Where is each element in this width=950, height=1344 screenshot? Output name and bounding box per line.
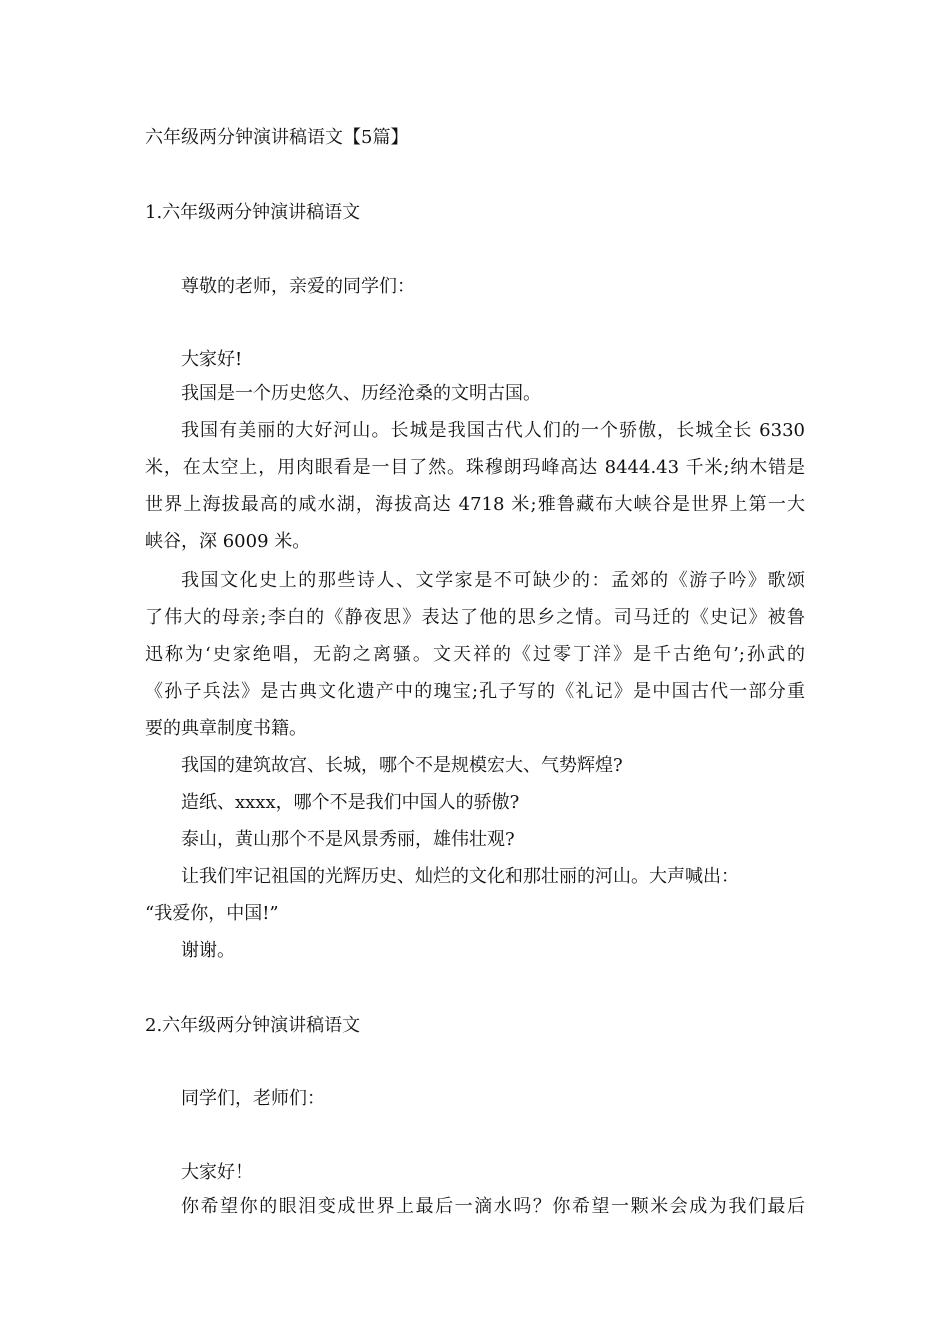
paragraph-line: 泰山，黄山那个不是风景秀丽，雄伟壮观? [181,829,515,850]
section-2-heading: 2.六年级两分钟演讲稿语文 [145,1015,361,1036]
section-1-heading: 1.六年级两分钟演讲稿语文 [145,202,361,223]
paragraph-line: 我国的建筑故宫、长城，哪个不是规模宏大、气势辉煌? [181,755,623,776]
closing-line: 谢谢。 [181,940,235,961]
paragraph-line: 世界上海拔最高的咸水湖，海拔高达 4718 米;雅鲁藏布大峡谷是世界上第一大 [145,494,805,515]
paragraph-line: 让我们牢记祖国的光辉历史、灿烂的文化和那壮丽的河山。大声喊出： [181,866,739,887]
paragraph-line: 迅称为‘史家绝唱，无韵之离骚。文天祥的《过零丁洋》是千古绝句’;孙武的 [145,644,805,665]
paragraph-line: 造纸、xxxx，哪个不是我们中国人的骄傲? [181,792,520,813]
document-title: 六年级两分钟演讲稿语文【5篇】 [145,127,409,148]
paragraph-line: 你希望你的眼泪变成世界上最后一滴水吗？你希望一颗米会成为我们最后 [181,1196,805,1217]
paragraph-line: 峡谷，深 6009 米。 [145,531,311,552]
paragraph-line: 了伟大的母亲;李白的《静夜思》表达了他的思乡之情。司马迁的《史记》被鲁 [145,607,805,628]
paragraph-line: 我国文化史上的那些诗人、文学家是不可缺少的：孟郊的《游子吟》歌颂 [181,570,805,591]
paragraph-line: 要的典章制度书籍。 [145,718,307,739]
paragraph-line: 米，在太空上，用肉眼看是一目了然。珠穆朗玛峰高达 8444.43 千米;纳木错是 [145,457,805,478]
paragraph-line: 我国是一个历史悠久、历经沧桑的文明古国。 [181,383,541,404]
section-2-greeting: 同学们，老师们： [181,1088,325,1109]
section-1-hello: 大家好! [181,349,243,370]
section-1-greeting: 尊敬的老师，亲爱的同学们： [181,276,415,297]
paragraph-line: 《孙子兵法》是古典文化遗产中的瑰宝;孔子写的《礼记》是中国古代一部分重 [145,681,805,702]
paragraph-line: 我国有美丽的大好河山。长城是我国古代人们的一个骄傲，长城全长 6330 [181,420,805,441]
section-2-hello: 大家好！ [181,1162,253,1183]
paragraph-line: “我爱你，中国!” [145,903,279,924]
